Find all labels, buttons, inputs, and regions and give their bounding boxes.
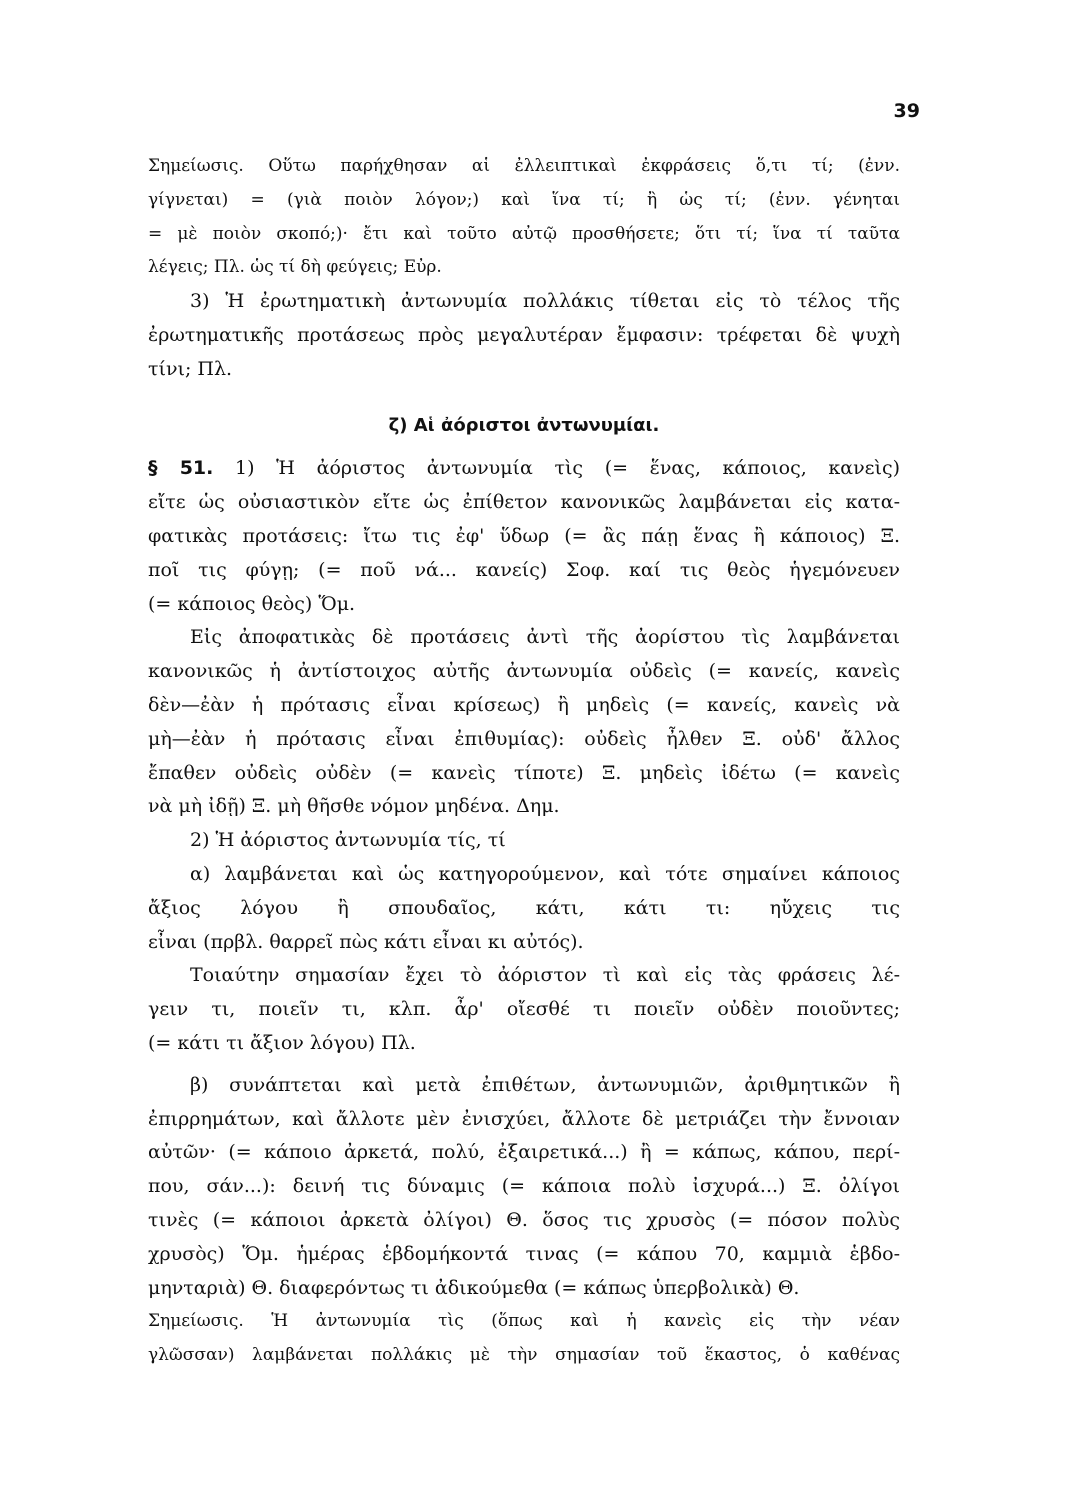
final-note-line-1: Σημείωσις. Ἡ ἀντωνυμία τὶς (ὅπως καὶ ἡ κανεὶς εἰς τὴν νέαν: [148, 1311, 900, 1332]
point-beta-line-4: που, σάν...): δεινή τις δύναμις (= κάποια πολὺ ἰσχυρά...) Ξ. ὀλίγοι: [148, 1175, 900, 1198]
usage-para-line-1: Τοιαύτην σημασίαν ἔχει τὸ ἀόριστον τὶ καὶ εἰς τὰς φράσεις λέ-: [190, 964, 900, 987]
negative-para-line-2: κανονικῶς ἡ ἀντίστοιχος αὐτῆς ἀντωνυμία οὐδεὶς (= κανείς, κανεὶς: [148, 660, 900, 683]
point-beta-line-1: β) συνάπτεται καὶ μετὰ ἐπιθέτων, ἀντωνυμιῶν, ἀριθμητικῶν ἢ: [190, 1073, 900, 1096]
section-51-line-4: ποῖ τις φύγῃ; (= ποῦ νά... κανείς) Σοφ. καί τις θεὸς ἡγεμόνευεν: [148, 558, 900, 581]
point-beta-line-5: τινὲς (= κάποιοι ἀρκετὰ ὀλίγοι) Θ. ὅσος τις χρυσὸς (= πόσον πολὺς: [148, 1208, 900, 1231]
negative-para-line-3: δὲν—ἐὰν ἡ πρότασις εἶναι κρίσεως) ἢ μηδεὶς (= κανείς, κανεὶς νὰ: [148, 693, 900, 716]
note-line-1: Σημείωσις. Οὕτω παρήχθησαν αἱ ἐλλειπτικαὶ ἐκφράσεις ὅ,τι τί; (ἐνν.: [148, 156, 900, 176]
section-heading: ζ) Αἱ ἀόριστοι ἀντωνυμίαι.: [388, 414, 660, 436]
point-beta-line-6: χρυσὸς) Ὅμ. ἡμέρας ἑβδομήκοντά τινας (= κάπου 70, καμμιὰ ἑβδο-: [148, 1242, 900, 1265]
negative-para-line-6: νὰ μὴ ἰδῇ) Ξ. μὴ θῆσθε νόμον μηδένα. Δημ.: [148, 795, 560, 818]
note-line-2: γίγνεται) = (γιὰ ποιὸν λόγον;) καὶ ἵνα τί; ἢ ὡς τί; (ἐνν. γένηται: [148, 189, 900, 210]
section-51-line-1: [148, 452, 900, 486]
negative-para-line-1: Εἰς ἀποφατικὰς δὲ προτάσεις ἀντὶ τῆς ἀορίστου τὶς λαμβάνεται: [190, 626, 900, 649]
paragraph-3-line-1: 3) Ἡ ἐρωτηματικὴ ἀντωνυμία πολλάκις τίθεται εἰς τὸ τέλος τῆς: [190, 290, 900, 313]
section-51-line-3: φατικὰς προτάσεις: ἴτω τις ἐφ' ὕδωρ (= ἂς πάῃ ἕνας ἢ κάποιος) Ξ.: [148, 524, 900, 547]
page-number: 39: [893, 100, 920, 122]
point-alpha-line-2: ἄξιος λόγου ἢ σπουδαῖος, κάτι, κάτι τι: ηὔχεις τις: [148, 896, 900, 919]
usage-para-line-3: (= κάτι τι ἄξιον λόγου) Πλ.: [148, 1031, 416, 1054]
section-51-line-2: εἴτε ὡς οὐσιαστικὸν εἴτε ὡς ἐπίθετον κανονικῶς λαμβάνεται εἰς κατα-: [148, 491, 900, 514]
negative-para-line-5: ἔπαθεν οὐδεὶς οὐδὲν (= κανεὶς τίποτε) Ξ. μηδεὶς ἰδέτω (= κανεὶς: [148, 761, 900, 784]
section-sign: § 51.: [148, 457, 214, 480]
point-alpha-line-1: α) λαμβάνεται καὶ ὡς κατηγορούμενον, καὶ τότε σημαίνει κάποιος: [190, 862, 900, 885]
note-line-4: λέγεις; Πλ. ὡς τί δὴ φεύγεις; Εὐρ.: [148, 257, 442, 278]
point-beta-line-7: μηνταριὰ) Θ. διαφερόντως τι ἀδικούμεθα (= κάπως ὑπερβολικὰ) Θ.: [148, 1276, 800, 1299]
section-51-line-5: (= κάποιος θεὸς) Ὅμ.: [148, 592, 356, 615]
point-2-heading: 2) Ἡ ἀόριστος ἀντωνυμία τίς, τί: [190, 829, 506, 852]
paragraph-3-line-2: ἐρωτηματικῆς προτάσεως πρὸς μεγαλυτέραν ἔμφασιν: τρέφεται δὲ ψυχὴ: [148, 323, 900, 346]
point-beta-line-2: ἐπιρρημάτων, καὶ ἄλλοτε μὲν ἐνισχύει, ἄλλοτε δὲ μετριάζει τὴν ἔννοιαν: [148, 1107, 900, 1130]
usage-para-line-2: γειν τι, ποιεῖν τι, κλπ. ἆρ' οἴεσθέ τι ποιεῖν οὐδὲν ποιοῦντες;: [148, 998, 900, 1021]
point-beta-line-3: αὐτῶν· (= κάποιο ἀρκετά, πολύ, ἐξαιρετικά...) ἢ = κάπως, κάπου, περί-: [148, 1141, 900, 1164]
point-alpha-line-3: εἶναι (πρβλ. θαρρεῖ πὼς κάτι εἶναι κι αὐτός).: [148, 930, 584, 953]
page-body: [148, 150, 900, 1373]
negative-para-line-4: μὴ—ἐὰν ἡ πρότασις εἶναι ἐπιθυμίας): οὐδεὶς ἦλθεν Ξ. οὐδ' ἄλλος: [148, 727, 900, 750]
section-51-line-1-text: 1) Ἡ ἀόριστος ἀντωνυμία τὶς (= ἕνας, κάποιος, κανεὶς): [235, 457, 900, 480]
note-line-3: = μὲ ποιὸν σκοπό;)· ἔτι καὶ τοῦτο αὐτῷ προσθήσετε; ὅτι τί; ἵνα τί ταῦτα: [148, 223, 900, 244]
final-note-line-2: γλῶσσαν) λαμβάνεται πολλάκις μὲ τὴν σημασίαν τοῦ ἕκαστος, ὁ καθένας: [148, 1345, 900, 1366]
spacer: [148, 1061, 900, 1069]
paragraph-3-line-3: τίνι; Πλ.: [148, 357, 233, 380]
